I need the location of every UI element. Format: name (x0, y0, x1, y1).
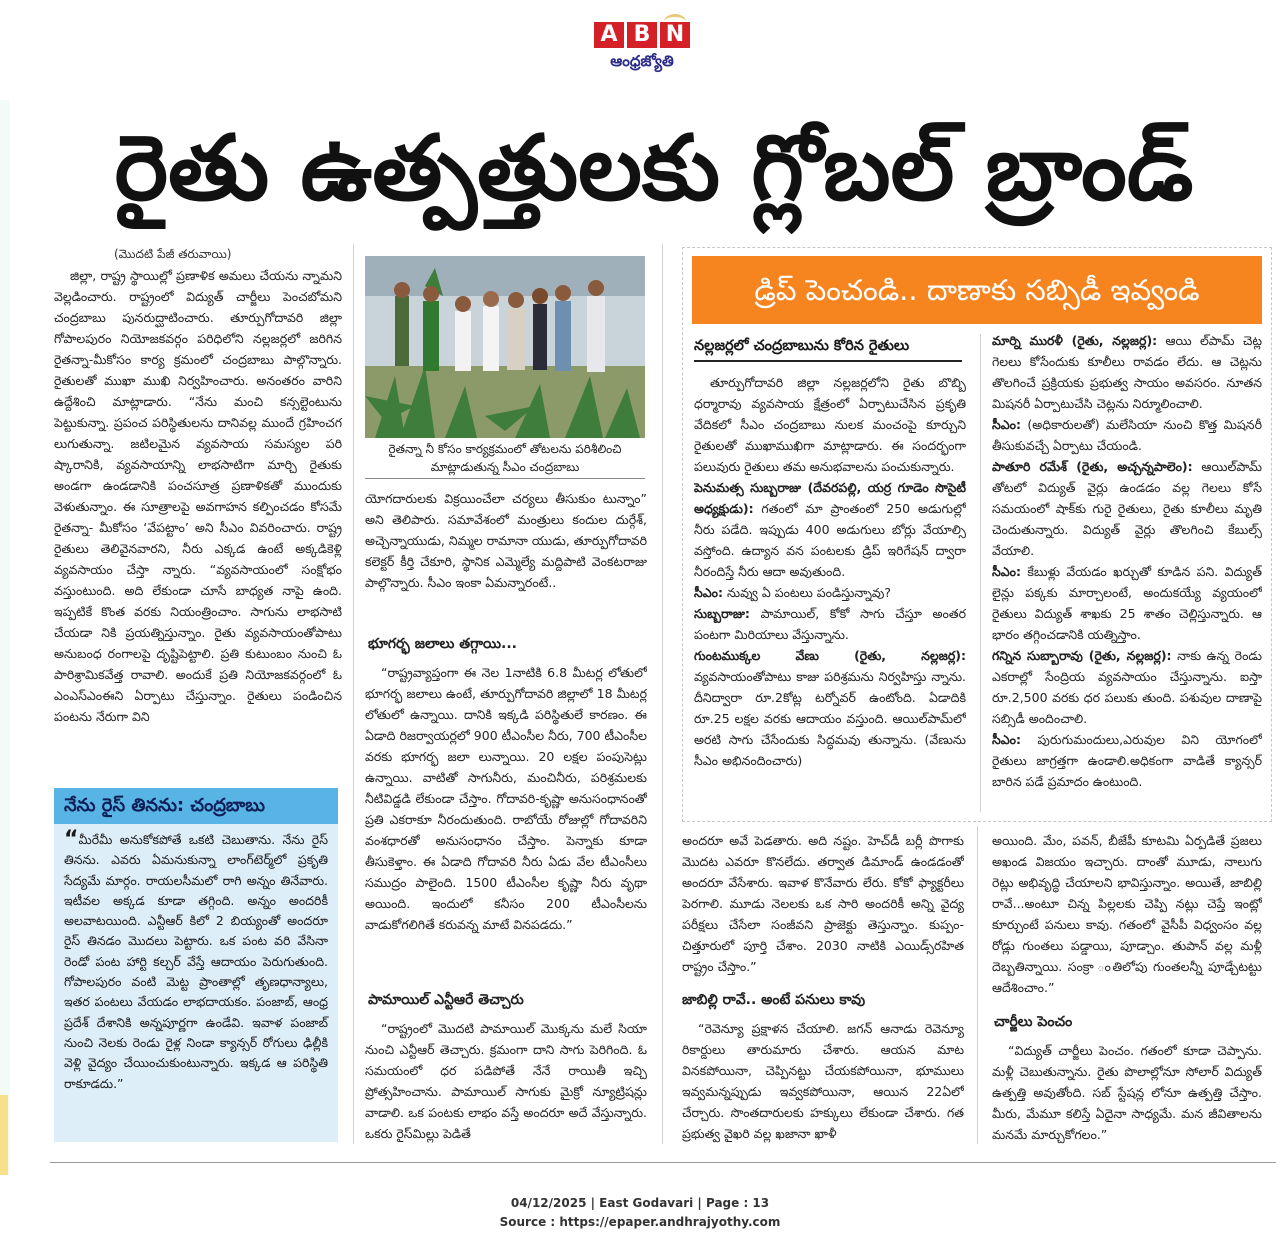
footer-date-page: 04/12/2025 | East Godavari | Page : 13 (510, 1196, 770, 1210)
blue-box-quote (54, 824, 338, 1142)
subheading-underline (694, 360, 962, 362)
left-margin-accent (0, 1095, 8, 1175)
quote-mark: “ (64, 827, 79, 852)
drip-banner: డ్రిప్‌ పెంచండి.. దాణాకు సబ్సిడీ ఇవ్వండి (692, 256, 1262, 324)
col1-paragraph: జిల్లా, రాష్ట్ర స్థాయిల్లో ప్రణాళిక అమలు చేయను న్నామని వెల్లడించారు. రాష్ట్రంలో విద్యుత్‌ చార్జీలు పెంచబోమని చంద్రబాబు పునరుద్ఘాటించారు. తూర్పుగోదావరి జిల్లా గోపాలపురం నియోజకవర్గం పరిధిలోని నల్లజర్లలో జరిగిన రైతన్నా-మీకోసం కార్య క్రమంలో చంద్రబాబు పాల్గొన్నారు. రైతులతో ముఖా ముఖి నిర్వహించారు. అనంతరం వారిని ఉద్దేశించి మాట్లాడారు. “నేను మంచి కన్సల్టెంటును పెట్టుకున్నా. ప్రపంచ పరిస్థితులను దానివల్ల ముందే గ్రహించగ లుగుతున్నా. జటిలమైన వ్యవసాయ సమస్యల పరి ష్కారానికి, వ్యవసాయాన్ని లాభసాటిగా మార్చి రైతుకు అండగా ఉండడానికి పంచసూత్ర ప్రణాళికతో ముందుకు వెళుతున్నాం. ఈ సూత్రాలపై అవగాహన కల్పించడం కోసమే రైతన్నా- మీకోసం ‘వేపట్టాం’ అని సీఎం వివరించారు. రాష్ట్ర రైతులు తెలివైనవారని, నీరు ఎక్కడ ఉంటే అక్కడికెళ్లి వ్యవసాయం చేస్తా న్నారు. “వ్యవసాయంలో సంక్షోభం వస్తుంటుంది. అది లేకుండా చూసే బాధ్యత నాపై ఉంది. ఇప్పటికే కొంత వరకు నియంత్రించాం. సాగును లాభసాటి చేయడా నికి ప్రయత్నిస్తున్నాం. రైతు వ్యవసాయంతోపాటు అనుబంధ రంగాలపై దృష్టిపెట్టాలి. ప్రతి కుటుంబం నుంచి ఓ పారిశ్రామికవేత్త రావాలి. అందుకే ప్రతి నియోజకవర్గంలో ఓ ఎంఎస్‌ఎంఈని ఏర్పాటు చేస్తున్నాం. రైతులు పండించిన పంటను నేరుగా విని (54, 268, 342, 724)
speaker-cm-3: సీఎం: (992, 564, 1021, 579)
speech-murali: ఆయి ల్‌పామ్‌ చెట్ల గెలలు కోసేందుకు కూలీలు రావడం లేదు. ఆ చెట్లను తొలగించే ప్రక్రియకు ప్రభుత్వ సాయం అవసరం. నూతన మిషనరీ ఏర్పాటుచేసి చెట్లను నిర్మూలించాలి. (992, 333, 1262, 411)
speech-subbaraju-2: పామాయిల్‌, కోకో సాగు చేస్తూ అంతర పంటగా మిరియాలు వేస్తున్నాను. (694, 606, 966, 642)
speech-cm-2: (అధికారులతో) మలేసియా నుంచి కొత్త మిషనరీ తీసుకువచ్చే ఏర్పాటు చేయండి. (992, 417, 1262, 453)
blue-box-heading: నేను రైస్‌ తినను: చంద్రబాబు (54, 788, 338, 824)
column-2-top (365, 488, 647, 618)
logo-subtitle: ఆంధ్రజ్యోతి (610, 52, 674, 70)
speech-subbaraju: గతంలో మా ప్రాంతంలో 250 అడుగుల్లో నీరు పడేది. ఇప్పుడు 400 అడుగులు బోర్లు వేయాల్సి వస్తోంది. ఉద్యాన వన పంటలకు డ్రిప్‌ ఇరిగేషన్‌ ద్వారా నీరందిస్తే నీరు ఆదా అవుతుంది. (694, 501, 966, 579)
drip-right-column (992, 330, 1262, 812)
col4-paragraph-1: అయింది. మేం, పవన్‌, బీజేపీ కూటమి ఏర్పడితే ప్రజలు అఖండ విజయం ఇచ్చారు. దాంతో మూడు, నాలుగు రెట్లు అభివృద్ధి చేయాలని భావిస్తున్నాం. అయితే, జాబిల్లి రావే...అంటూ చిన్న పిల్లలకు చెప్పి నట్లు చెప్తే ఇంట్లో కూర్చుంటే పనులు కావు. గతంలో వైసీపీ విధ్వంసం వల్ల రోడ్లు గుంతలు పడ్డాయి, పూడ్చాం. తుపాన్‌ వల్ల మళ్లీ దెబ్బతిన్నాయి. సంక్రా ంతిలోపు గుంతలన్నీ పూడ్చేటట్టు ఆదేశించాం.” (992, 833, 1262, 995)
footer-source-link[interactable]: Source : https://epaper.andhrajyothy.com (499, 1215, 781, 1229)
abn-logo (594, 18, 690, 80)
speech-cm-3: కేబుళ్లు వేయడం ఖర్చుతో కూడిన పని. విద్యుత్‌ లైన్లు పక్కకు మార్చాలంటే, అందుకయ్యే వ్యయంలో రైతులు విద్యుత్‌ శాఖకు 25 శాతం చెల్లిస్తున్నారు. ఆ భారం తగ్గించడానికి యత్నిస్తాం. (992, 564, 1262, 642)
speaker-subbaraju: పెనుమత్స సుబ్బరాజు (దేవరపల్లి, యర్ర గూడెం సొసైటీ అధ్యక్షుడు): (694, 480, 966, 516)
column-3-bottom (682, 1018, 964, 1144)
column-divider-1 (353, 244, 354, 1144)
column-divider-2 (662, 244, 663, 1144)
drip-subheading (694, 334, 984, 362)
column-1 (54, 244, 342, 784)
col4-paragraph-2: “విద్యుత్‌ చార్జీలు పెంచం. గతంలో కూడా చెప్పాను. మళ్లీ చెబుతున్నాను. రైతు పొలాల్లోనూ సోలార్‌ విద్యుత్‌ ఉత్పత్తి అవుతోంది. సబ్‌ స్టేషన్ల లోనూ ఉత్పత్తి చేస్తాం. మీరు, మేమూ కలిస్తే ఏదైనా సాధ్యమే. మన జీవితాలను మనమే మార్చుకోగలం.” (992, 1043, 1262, 1142)
page-footer (0, 1194, 1280, 1232)
logo-letter-n: N (660, 22, 690, 48)
speaker-murali: మార్ని మురళీ (రైతు, నల్లజర్ల): (992, 333, 1158, 348)
drip-left-column (694, 372, 966, 812)
speaker-ramesh: పాతూరి రమేశ్‌ (రైతు, అచ్చన్నపాలెం): (992, 459, 1193, 474)
column-2-bottom (365, 1018, 647, 1144)
col2-subheading-groundwater: భూగర్భ జలాలు తగ్గాయి... (368, 636, 518, 652)
column-divider-3 (977, 826, 978, 1144)
left-margin-strip (0, 100, 10, 1175)
speech-cm-4: పురుగుమందులు,ఎరువుల విని యోగంలో రైతులు జాగ్రత్తగా ఉండాలి.అధికంగా వాడితే క్యాన్సర్‌ బారిన పడే ప్రమాదం ఉంటుంది. (992, 732, 1262, 789)
speech-subbarao: నాకు ఉన్న రెండు ఎకరాల్లో సేంద్రియ వ్యవసాయం చేస్తున్నాను. ఐస్తా రూ.2,500 వరకు ధర పలుకు తుంది. పశువుల దాణాపై సబ్సిడీ అందించాలి. (992, 648, 1262, 726)
continued-note: (మొదటి పేజీ తరువాయి) (114, 247, 232, 261)
speaker-cm-1: సీఎం: (694, 585, 723, 600)
footer-divider (50, 1162, 1276, 1163)
column-2-mid (365, 662, 647, 974)
col3-paragraph-2: “రెవెన్యూ ప్రక్షాళన చేయాలి. జగన్‌ ఆనాడు రెవెన్యూ రికార్డులు తారుమారు చేశారు. ఆయన మాట వినకపోయినా, చెప్పినట్టు చేయకపోయినా, భూములు ఇవ్వమన్నప్పుడు ఇవ్వకపోయినా, ఆయిన 22ఏలో చేర్చారు. సొంతదారులకు హక్కులు లేకుండా చేశారు. గత ప్రభుత్వ వైఖరి వల్ల ఖజానా ఖాళీ (682, 1021, 964, 1141)
speaker-cm-4: సీఎం: (992, 732, 1021, 747)
logo-letter-a: A (594, 22, 624, 48)
column-4-bottom (992, 1040, 1262, 1144)
speech-venu: వ్యవసాయంతోపాటు కాజు పరిశ్రమను నిర్వహిస్తు న్నాను. దీనిద్వారా రూ.2కోట్ల టర్నోవర్‌ ఉంటోంది. ఏడాదికి రూ.25 లక్షల వరకు ఆదాయం వస్తుంది. ఆయిల్‌పామ్‌లో అరటి సాగు చేసేందుకు సిద్ధమవు తున్నాను. (వేణును సీఎం అభినందించారు) (694, 669, 966, 768)
news-photo (365, 256, 645, 438)
speaker-subbaraju-2: సుబ్బరాజు: (694, 606, 750, 621)
speaker-venu: గుంటముక్కల వేణు (రైతు, నల్లజర్ల): (694, 648, 966, 663)
drip-intro: తూర్పుగోదావరి జిల్లా నల్లజర్లలోని రైతు బొబ్బి ధర్మారావు వ్యవసాయ క్షేత్రంలో ఏర్పాటుచేసిన ప్రకృతి వేదికలో సీఎం చంద్రబాబు నులక మంచంపై కూర్చుని రైతులతో ముఖాముఖిగా మాట్లాడారు. ఈ సందర్భంగా పలువురు రైతులు తమ అనుభవాలను పంచుకున్నారు. (694, 375, 966, 474)
column-3-top (682, 830, 964, 980)
logo-swoosh-icon (664, 14, 686, 29)
column-4-top (992, 830, 1262, 1000)
speech-ramesh: ఆయిల్‌పామ్‌ తోటలో విద్యుత్‌ వైర్లు ఉండడం వల్ల గెలలు కోసే సమయంలో షాక్‌కు గురై రైతులు, రైతు కూలీలు మృతి చెందుతున్నారు. విద్యుత్‌ వైర్లు తొలగించి కేబుల్స్‌ వేయాలి. (992, 459, 1262, 558)
col3-paragraph-1: అందరూ అవే పెడతారు. అది నష్టం. హెచ్‌డీ బర్లీ పొగాకు మొదట ఎవరూ కొనలేదు. తర్వాత డిమాండ్‌ ఉండడంతో అందరూ వేసేశారు. ఇవాళ కొనేవారు లేరు. కోకో ఫ్యాక్టరీలు పెరగాలి. మూడు నెలలకు ఒక సారి అందరికీ అన్ని వైద్య పరీక్షలు చేసేలా సంజీవని ప్రాజెక్టు తెస్తున్నాం. కుప్పం-చిత్తూరులో పూర్తి చేశాం. 2030 నాటికి ఎయిడ్స్‌రహిత రాష్ట్రం చేస్తాం.” (682, 833, 964, 974)
headline: రైతు ఉత్పత్తులకు గ్లోబల్‌ బ్రాండ్‌ (114, 116, 1194, 221)
col2-paragraph-1: యోగదారులకు విక్రయించేలా చర్యలు తీసుకుం టున్నాం” అని తెలిపారు. సమావేశంలో మంత్రులు కందుల దుర్గేశ్‌, అచ్చెన్నాయుడు, నిమ్మల రామానా యుడు, తూర్పుగోదావరి కలెక్టర్‌ కీర్తి చేకూరి, స్థానిక ఎమ్మెల్యే మద్దిపాటి వెంకటరాజు పాల్గొన్నారు. సీఎం ఇంకా ఏమన్నారంటే.. (365, 491, 647, 590)
col2-paragraph-2: “రాష్ట్రవ్యాప్తంగా ఈ నెల 1నాటికి 6.8 మీటర్ల లోతులో భూగర్భ జలాలు ఉంటే, తూర్పుగోదావరి జిల్లాలో 18 మీటర్ల లోతులో ఉన్నాయి. దానికి ఇక్కడి పరిస్థితులే కారణం. ఈ ఏడాది రిజర్వాయర్లలో 900 టీఎంసీల నీరు, 700 టీఎంసీల వరకు భూగర్భ జలా లున్నాయి. 20 లక్షల పంపుసెట్లు ఉన్నాయి. వాటితో సాగునీరు, మంచినీరు, పరిశ్రమలకు నీటివిడ్డడి లేకుండా చేస్తాం. గోదావరి-కృష్ణా అనుసంధానంతో ప్రతి ఎకరాకూ నీరందుతుంది. రాబోయే రోజుల్లో గోదావరిని వంశధారతో అనుసంధానం చేస్తాం. పెన్నాకు కూడా తీసుకెళ్తాం. ఈ ఏడాది గోదావరి నీరు ఏడు వేల టీఎంసీలు సముద్రం పాలైంది. 1500 టీఎంసీల కృష్ణా నీరు వృథా అయింది. ఇందులో కనీసం 200 టీఎంసీలను వాడుకోగలిగితే కరువన్న మాటే వినపడదు.” (365, 665, 647, 932)
col2-paragraph-3: “రాష్ట్రంలో మొదటి పామాయిల్‌ మొక్కను మలే సియా నుంచి ఎన్టీఆర్‌ తెచ్చారు. క్రమంగా దాని సాగు పెరిగింది. ఓ సమయంలో ధర పడిపోతే నేనే రాయితీ ఇచ్చి ప్రోత్సహించాను. పామాయిల్‌ సాగుకు మైక్రో న్యూట్రిషన్లు వాడాలి. ఒక పంటకు లాభం వస్తే అందరూ అదే వేస్తున్నారు. ఒకరు రైస్‌మిల్లు పెడితే (365, 1021, 647, 1141)
drip-subheading-text: నల్లజర్లలో చంద్రబాబును కోరిన రైతులు (694, 338, 910, 354)
logo-letter-b: B (627, 22, 657, 48)
col4-subheading-charges: చార్జీలు పెంచం (994, 1014, 1073, 1030)
photo-caption: రైతన్నా నీ కోసం కార్యక్రమంలో తోటలను పరిశీలించి మాట్లాడుతున్న సీఎం చంద్రబాబు (365, 440, 645, 479)
speaker-subbarao: గన్నిన సుబ్బారావు (రైతు, నల్లజర్ల): (992, 648, 1172, 663)
blue-box-text: మీరేమీ అనుకోకపోతే ఒకటి చెబుతాను. నేను రైస్‌ తినను. ఎవరు ఏమనుకున్నా లాంగ్‌టెర్మ్‌లో ప్రకృతి సేద్యమే మార్గం. రాయలసీమలో రాగి అన్నం తినేవారు. ఇటీవల అక్కడ కూడా తగ్గింది. అన్నం అందరికీ అలవాటయింది. ఎన్టీఆర్‌ కిలో 2 బియ్యంతో అందరూ రైస్‌ తినడం మొదలు పెట్టారు. ఒక పంట వరి వేసినా రెండో పంట హార్టి కల్చర్‌ వేస్తే ఆదాయం పెరుగుతుంది. గోపాలపురం వంటి మెట్ట ప్రాంతాల్లో తృణధాన్యాలు, ఇతర పంటలు వేయడం లాభదాయకం. పంజాబ్‌, ఆంధ్ర ప్రదేశ్‌ దేశానికి అన్నపూర్ణగా ఉండేవి. ఇవాళ పంజాబ్‌ నుంచి నెలకు రెండు రైళ్ల నిండా క్యాన్సర్‌ రోగులు ఢిల్లీకి వెళ్లి వైద్యం చేయించుకుంటున్నారు. ఇక్కడ ఆ పరిస్థితి రాకూడదు.” (64, 832, 328, 1091)
speaker-cm-2: సీఎం: (992, 417, 1021, 432)
col3-subheading-jabilli: జాబిల్లి రావే.. అంటే పనులు కావు (682, 992, 866, 1008)
speech-cm-1: నువ్వు ఏ పంటలు పండిస్తున్నావు? (723, 585, 892, 600)
col2-subheading-palmoil: పామాయిల్‌ ఎన్టీఆరే తెచ్చారు (368, 992, 524, 1008)
drip-column-divider (980, 334, 981, 812)
